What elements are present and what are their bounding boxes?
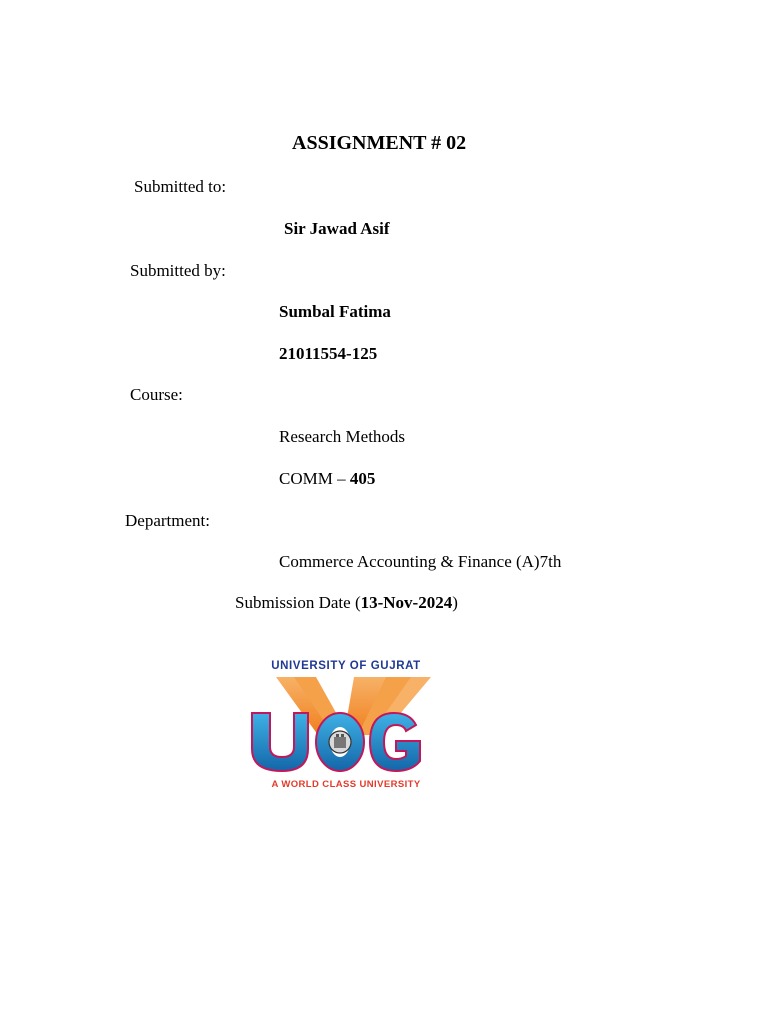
submitted-to-label: Submitted to: — [134, 177, 227, 196]
roll-number: 21011554-125 — [279, 344, 378, 363]
university-logo — [246, 655, 446, 795]
submission-date — [235, 593, 458, 613]
svg-text:A WORLD CLASS UNIVERSITY: A WORLD CLASS UNIVERSITY — [271, 779, 421, 790]
course-code-prefix: COMM – — [279, 469, 350, 488]
course-code — [279, 469, 375, 489]
course-name: Research Methods — [279, 427, 406, 446]
assignment-title: ASSIGNMENT # 02 — [292, 132, 467, 154]
submission-date-value: 13-Nov-2024 — [360, 593, 453, 612]
svg-text:UNIVERSITY OF GUJRAT: UNIVERSITY OF GUJRAT — [271, 660, 421, 672]
submission-date-suffix: ) — [452, 593, 458, 612]
department-label: Department: — [125, 511, 210, 530]
course-code-number: 405 — [349, 469, 376, 488]
department-name: Commerce Accounting & Finance (A)7th — [279, 552, 562, 571]
submitted-by-label: Submitted by: — [130, 261, 226, 280]
course-label: Course: — [130, 385, 183, 404]
submitted-to-name: Sir Jawad Asif — [284, 219, 390, 238]
submission-date-prefix: Submission Date ( — [235, 593, 361, 612]
student-name: Sumbal Fatima — [279, 302, 391, 321]
